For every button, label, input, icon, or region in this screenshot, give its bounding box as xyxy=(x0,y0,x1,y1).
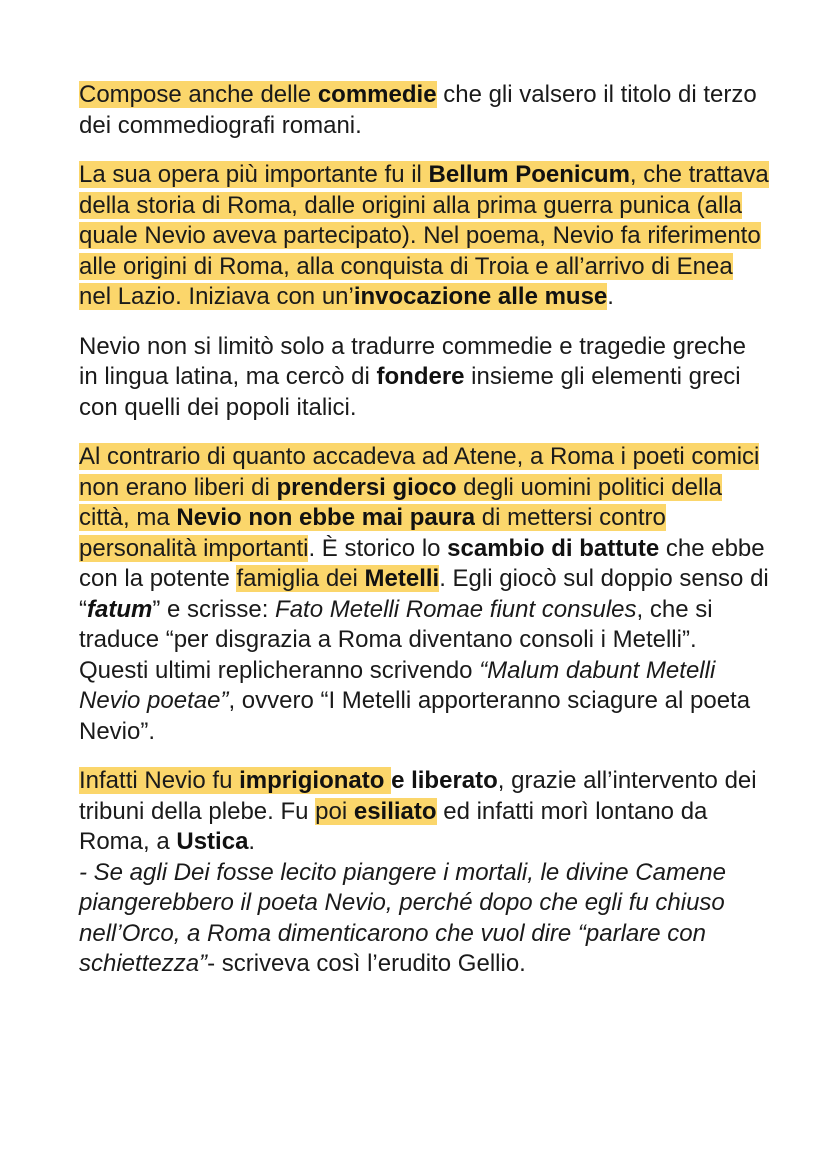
text-segment: e liberato xyxy=(391,767,498,794)
text-segment: Ustica xyxy=(176,828,249,855)
text-segment: che gli valsero il titolo di terzo dei commediografi romani. xyxy=(79,81,757,139)
highlighted-text: degli uomini politici della città, ma xyxy=(79,473,722,531)
text-segment: , ovvero “I Metelli apporteranno sciagure al poeta Nevio”. xyxy=(79,687,751,745)
text-segment: scambio di battute xyxy=(447,534,660,562)
highlighted-text: Metelli xyxy=(364,565,440,592)
text-segment: Fato Metelli Romae fiunt consules xyxy=(275,595,637,623)
text-segment: - scriveva così l’erudito Gellio. xyxy=(207,950,526,977)
paragraph-5 xyxy=(79,766,769,980)
highlighted-text: di mettersi contro personalità importanti xyxy=(79,504,666,562)
paragraph-3 xyxy=(79,332,769,424)
text-segment: . Egli giocò sul doppio senso di “ xyxy=(79,565,769,623)
highlighted-text: famiglia dei xyxy=(236,565,365,592)
paragraph-1 xyxy=(79,80,769,141)
highlighted-text: Nevio non ebbe mai paura xyxy=(176,504,476,531)
document-page xyxy=(79,80,769,999)
text-segment: fondere xyxy=(376,363,465,390)
text-segment: Questi ultimi replicheranno scrivendo xyxy=(79,656,480,684)
highlighted-text: Compose anche delle xyxy=(79,81,318,108)
highlighted-text: commedie xyxy=(317,81,437,108)
text-segment: Nevio non si limitò solo a tradurre commedie e tragedie greche in lingua latina, ma cercò di xyxy=(79,332,746,390)
highlighted-text: esiliato xyxy=(353,797,437,825)
highlighted-text: Bellum Poenicum xyxy=(428,161,630,188)
highlighted-text: Infatti Nevio fu xyxy=(79,767,240,794)
highlighted-text: , che trattava della storia di Roma, dalle origini alla prima guerra punica (alla quale Nevio aveva partecipato). Nel poema, Nevio fa riferimento alle origini di Roma, alla conquista di Troia e all’arrivo di Enea nel Lazio. Iniziava con un’ xyxy=(79,161,769,310)
text-segment: ” e scrisse: xyxy=(152,595,276,623)
highlighted-text: imprigionato xyxy=(239,767,392,794)
text-segment: . xyxy=(248,828,256,855)
highlighted-text: Al contrario di quanto accadeva ad Atene, a Roma i poeti comici non erano liberi di xyxy=(79,443,760,501)
highlighted-text: La sua opera più importante fu il xyxy=(79,161,429,188)
text-segment: , che si traduce “per disgrazia a Roma diventano consoli i Metelli”. xyxy=(79,595,713,653)
paragraph-4 xyxy=(79,442,769,747)
highlighted-text: poi xyxy=(315,797,354,825)
highlighted-text: invocazione alle muse xyxy=(353,283,608,310)
text-segment: , grazie all’intervento dei tribuni della plebe. Fu xyxy=(79,767,757,825)
text-segment: che ebbe con la potente xyxy=(79,534,765,592)
text-segment: . È storico lo xyxy=(308,534,448,562)
text-segment: insieme gli elementi greci con quelli dei popoli italici. xyxy=(79,363,741,421)
text-segment: - Se agli Dei fosse lecito piangere i mortali, le divine Camene piangerebbero il poeta Nevio, perché dopo che egli fu chiuso nell’Orco, a Roma dimenticarono che vuol dire “parlare con schiettezza” xyxy=(79,858,726,977)
highlighted-text: prendersi gioco xyxy=(276,473,457,501)
text-segment: fatum xyxy=(87,595,153,623)
text-segment: ed infatti morì lontano da Roma, a xyxy=(79,797,708,855)
paragraph-2 xyxy=(79,160,769,313)
text-segment: “Malum dabunt Metelli Nevio poetae” xyxy=(79,656,716,714)
text-segment: . xyxy=(607,283,614,310)
